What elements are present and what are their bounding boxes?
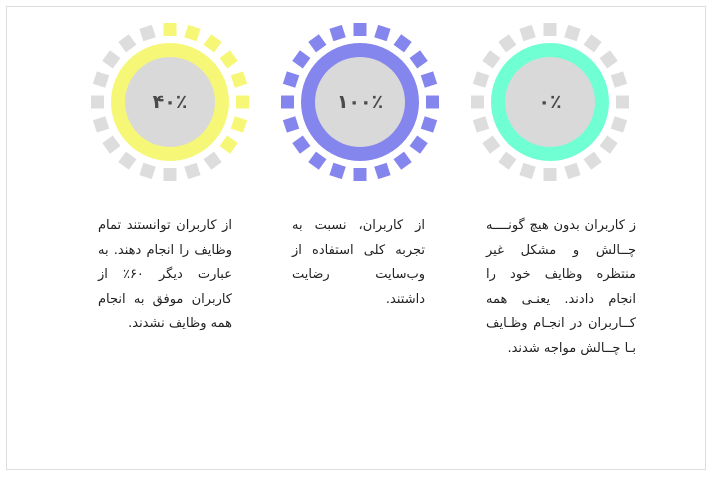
description-100-percent: از کاربران، نسبت به تجربه کلی استفاده از وب‌سایت رضایت داشتند. bbox=[292, 218, 425, 307]
description-0-percent: ز کاربران بدون هیچ گونــــه چــالش و مشکل غیر منتظره وظایف خود را انجام دادند. یعنـی همه کــاربران در انجـام وظـایف بـا چــالش مواجه شدند. bbox=[486, 218, 636, 356]
gauge-40-percent bbox=[90, 22, 250, 182]
gauge-0-percent bbox=[470, 22, 630, 182]
gauge-percent-label: ۴۰٪ bbox=[152, 91, 188, 113]
gauge-100-percent bbox=[280, 22, 440, 182]
description-40-percent: از کاربران توانستند تمام وظایف را انجام دهند. به عبارت دیگر ۶۰٪ از کاربران موفق به انجام همه وظایف نشدند. bbox=[98, 218, 232, 331]
gauge-percent-label: ۱۰۰٪ bbox=[336, 91, 384, 113]
gauge-percent-label: ۰٪ bbox=[538, 91, 562, 113]
